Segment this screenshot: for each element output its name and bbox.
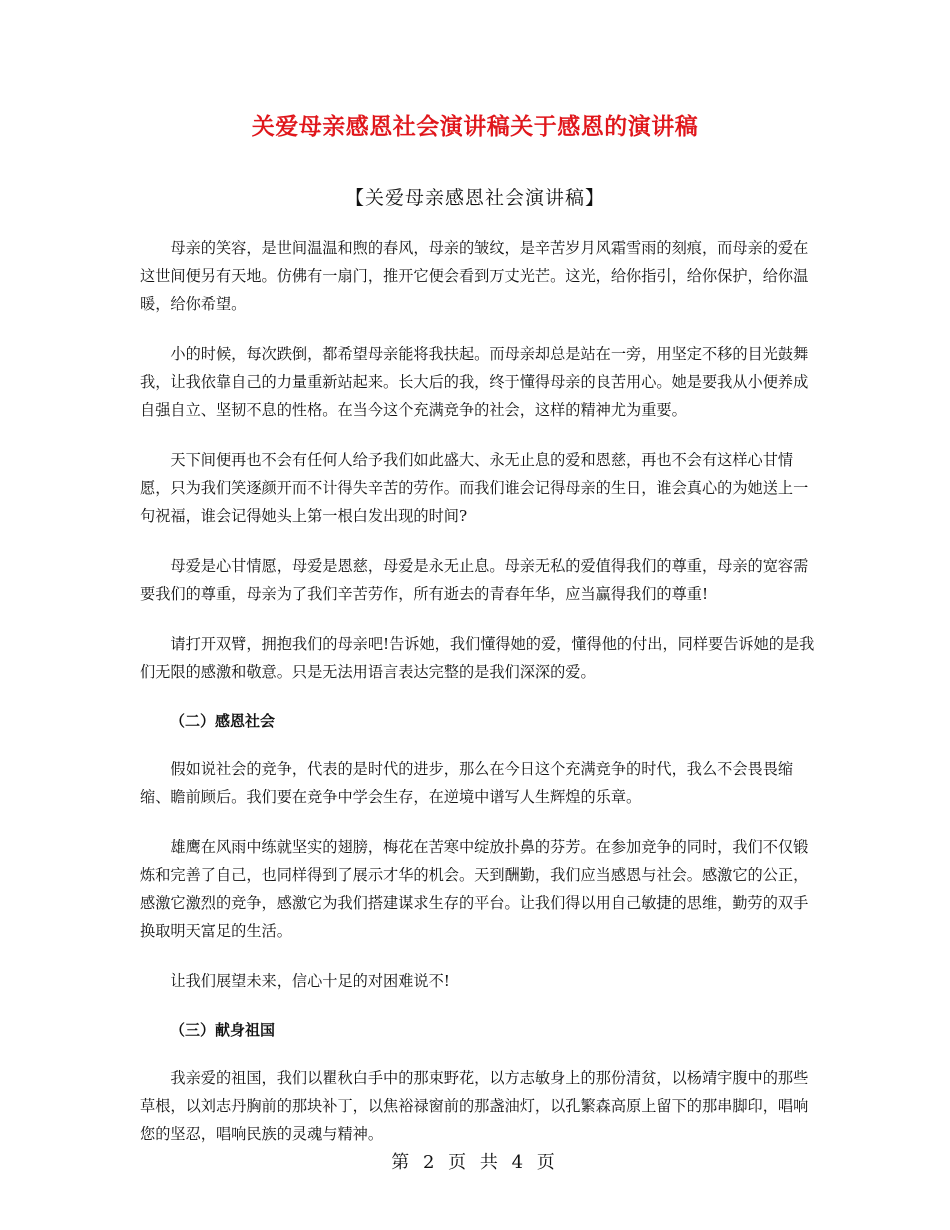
section-heading-gratitude-society: （二）感恩社会 bbox=[170, 712, 276, 730]
document-title: 关爱母亲感恩社会演讲稿关于感恩的演讲稿 bbox=[251, 113, 699, 140]
paragraph: 请打开双臂，拥抱我们的母亲吧!告诉她，我们懂得她的爱，懂得他的付出，同样要告诉她的是我们无限的感激和敬意。只是无法用语言表达完整的是我们深深的爱。 bbox=[140, 635, 815, 681]
paragraph: 让我们展望未来，信心十足的对困难说不! bbox=[170, 972, 450, 990]
section-heading-devote-country: （三）献身祖国 bbox=[170, 1021, 276, 1039]
document-body bbox=[140, 234, 820, 1170]
paragraph: 母爱是心甘情愿，母爱是恩慈，母爱是永无止息。母亲无私的爱值得我们的尊重，母亲的宽容需要我们的尊重，母亲为了我们辛苦劳作，所有逝去的青春年华，应当赢得我们的尊重! bbox=[140, 557, 809, 603]
page-footer: 第 2 页 共 4 页 bbox=[391, 1152, 559, 1173]
paragraph: 雄鹰在风雨中练就坚实的翅膀，梅花在苦寒中绽放扑鼻的芬芳。在参加竞争的同时，我们不仅锻炼和完善了自己，也同样得到了展示才华的机会。天到酬勤，我们应当感恩与社会。感激它的公正，感激它激烈的竞争，感激它为我们搭建谋求生存的平台。让我们得以用自己敏捷的思维，勤劳的双手换取明天富足的生活。 bbox=[140, 838, 809, 940]
document-subtitle: 【关爱母亲感恩社会演讲稿】 bbox=[344, 187, 605, 209]
paragraph: 假如说社会的竞争，代表的是时代的进步，那么在今日这个充满竞争的时代，我么不会畏畏缩缩、瞻前顾后。我们要在竞争中学会生存，在逆境中谱写人生辉煌的乐章。 bbox=[140, 760, 794, 806]
paragraph: 天下间便再也不会有任何人给予我们如此盛大、永无止息的爱和恩慈，再也不会有这样心甘情愿，只为我们笑逐颜开而不计得失辛苦的劳作。而我们谁会记得母亲的生日，谁会真心的为她送上一句祝福，谁会记得她头上第一根白发出现的时间? bbox=[140, 451, 809, 525]
paragraph: 小的时候，每次跌倒，都希望母亲能将我扶起。而母亲却总是站在一旁，用坚定不移的目光鼓舞我，让我依靠自己的力量重新站起来。长大后的我，终于懂得母亲的良苦用心。她是要我从小便养成自强自立、坚韧不息的性格。在当今这个充满竞争的社会，这样的精神尤为重要。 bbox=[140, 345, 809, 419]
paragraph: 母亲的笑容，是世间温温和煦的春风，母亲的皱纹，是辛苦岁月风霜雪雨的刻痕，而母亲的爱在这世间便另有天地。仿佛有一扇门，推开它便会看到万丈光芒。这光，给你指引，给你保护，给你温暖，给你希望。 bbox=[140, 239, 809, 313]
paragraph: 我亲爱的祖国，我们以瞿秋白手中的那束野花，以方志敏身上的那份清贫，以杨靖宇腹中的那些草根，以刘志丹胸前的那块补丁，以焦裕禄窗前的那盏油灯，以孔繁森高原上留下的那串脚印，唱响您的坚忍，唱响民族的灵魂与精神。 bbox=[140, 1069, 809, 1143]
